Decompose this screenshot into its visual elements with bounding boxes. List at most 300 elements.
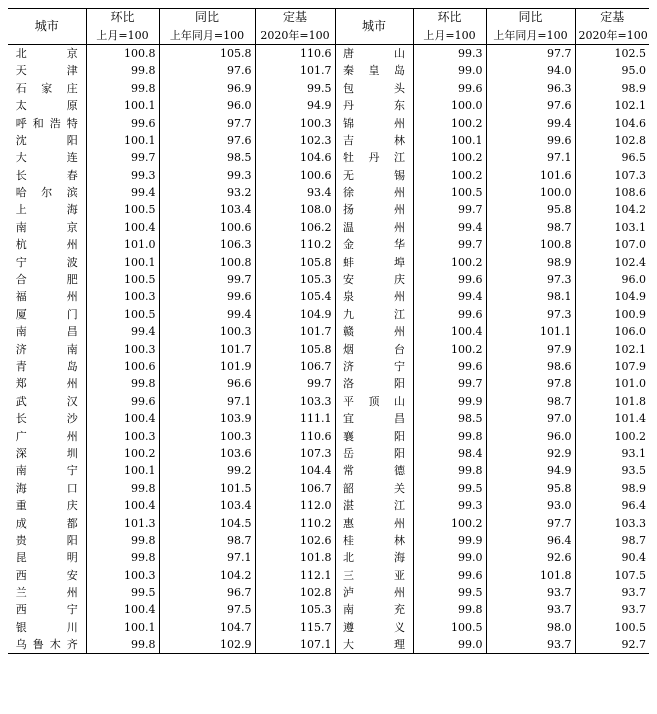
base-value-left: 111.1 — [255, 410, 335, 427]
mom-value-right: 99.8 — [413, 462, 486, 479]
yoy-value-right: 93.7 — [486, 584, 575, 601]
yoy-value-left: 97.6 — [159, 132, 255, 149]
city-name-right-text: 金华 — [343, 238, 405, 252]
base-value-right: 101.4 — [575, 410, 649, 427]
city-name-left-text: 银川 — [15, 620, 78, 634]
base-value-left: 106.7 — [255, 358, 335, 375]
mom-value-right: 99.0 — [413, 62, 486, 79]
mom-value-left: 100.5 — [86, 306, 159, 323]
city-name-right — [335, 480, 413, 497]
city-name-left-text: 大连 — [15, 151, 78, 165]
base-value-right: 90.4 — [575, 549, 649, 566]
yoy-value-right: 97.8 — [486, 375, 575, 392]
yoy-subheader-right: 上年同月=100 — [486, 26, 575, 44]
base-value-left: 104.4 — [255, 462, 335, 479]
base-value-left: 105.3 — [255, 601, 335, 618]
base-value-right: 93.5 — [575, 462, 649, 479]
base-value-left: 93.4 — [255, 184, 335, 201]
yoy-value-left: 97.7 — [159, 114, 255, 131]
city-name-left — [8, 80, 86, 97]
base-value-left: 108.0 — [255, 201, 335, 218]
city-name-right-text: 牡丹江 — [343, 151, 405, 165]
city-name-left — [8, 549, 86, 566]
yoy-subheader-left: 上年同月=100 — [159, 26, 255, 44]
yoy-value-left: 99.6 — [159, 288, 255, 305]
mom-value-left: 99.8 — [86, 80, 159, 97]
city-name-right-text: 吉林 — [343, 133, 405, 147]
yoy-value-right: 97.9 — [486, 340, 575, 357]
yoy-value-left: 102.9 — [159, 636, 255, 654]
yoy-value-right: 92.9 — [486, 445, 575, 462]
table-body — [8, 44, 649, 654]
mom-value-left: 99.4 — [86, 323, 159, 340]
yoy-value-left: 100.3 — [159, 323, 255, 340]
table-row — [8, 306, 649, 323]
city-name-left — [8, 288, 86, 305]
base-value-left: 107.3 — [255, 445, 335, 462]
city-name-left-text: 沈阳 — [15, 133, 78, 147]
city-name-right — [335, 410, 413, 427]
mom-value-right: 100.2 — [413, 514, 486, 531]
yoy-value-left: 99.3 — [159, 167, 255, 184]
mom-value-right: 99.8 — [413, 601, 486, 618]
city-name-right-text: 常德 — [343, 464, 405, 478]
yoy-value-left: 99.4 — [159, 306, 255, 323]
table-row — [8, 445, 649, 462]
base-value-left: 101.7 — [255, 323, 335, 340]
city-name-left — [8, 427, 86, 444]
city-name-left-text: 呼和浩特 — [15, 116, 78, 130]
base-value-right: 107.0 — [575, 236, 649, 253]
table-row — [8, 80, 649, 97]
yoy-value-right: 100.0 — [486, 184, 575, 201]
mom-value-left: 101.3 — [86, 514, 159, 531]
yoy-value-right: 97.1 — [486, 149, 575, 166]
yoy-value-right: 97.7 — [486, 44, 575, 62]
yoy-value-left: 104.5 — [159, 514, 255, 531]
yoy-value-right: 93.0 — [486, 497, 575, 514]
table-row — [8, 236, 649, 253]
city-name-right-text: 襄阳 — [343, 429, 405, 443]
mom-value-right: 98.4 — [413, 445, 486, 462]
city-name-right — [335, 375, 413, 392]
city-name-right — [335, 80, 413, 97]
table-row — [8, 393, 649, 410]
mom-value-right: 99.6 — [413, 271, 486, 288]
yoy-value-right: 95.8 — [486, 201, 575, 218]
city-name-right — [335, 532, 413, 549]
yoy-value-right: 98.1 — [486, 288, 575, 305]
yoy-value-left: 96.7 — [159, 584, 255, 601]
yoy-value-right: 99.6 — [486, 132, 575, 149]
mom-value-right: 100.4 — [413, 323, 486, 340]
yoy-value-right: 94.0 — [486, 62, 575, 79]
base-value-right: 100.2 — [575, 427, 649, 444]
city-name-left-text: 乌鲁木齐 — [15, 638, 78, 652]
city-name-right-text: 锦州 — [343, 116, 405, 130]
mom-value-left: 99.6 — [86, 114, 159, 131]
city-name-right-text: 北海 — [343, 551, 405, 565]
mom-value-left: 100.2 — [86, 445, 159, 462]
city-name-right — [335, 288, 413, 305]
base-value-right: 107.3 — [575, 167, 649, 184]
city-name-right — [335, 445, 413, 462]
city-name-right-text: 洛阳 — [343, 377, 405, 391]
city-name-left — [8, 480, 86, 497]
mom-value-right: 100.2 — [413, 149, 486, 166]
base-value-right: 100.5 — [575, 619, 649, 636]
city-name-right-text: 岳阳 — [343, 446, 405, 460]
city-name-right — [335, 358, 413, 375]
city-name-right-text: 南充 — [343, 603, 405, 617]
base-value-left: 106.2 — [255, 219, 335, 236]
yoy-value-left: 106.3 — [159, 236, 255, 253]
base-value-left: 102.8 — [255, 584, 335, 601]
city-name-left-text: 武汉 — [15, 394, 78, 408]
city-name-left-text: 南昌 — [15, 325, 78, 339]
city-name-right — [335, 323, 413, 340]
mom-value-left: 99.8 — [86, 636, 159, 654]
mom-value-left: 100.3 — [86, 340, 159, 357]
base-value-left: 110.6 — [255, 44, 335, 62]
city-name-right — [335, 97, 413, 114]
table-row — [8, 271, 649, 288]
city-name-left-text: 昆明 — [15, 551, 78, 565]
base-value-left: 100.6 — [255, 167, 335, 184]
mom-value-left: 99.3 — [86, 167, 159, 184]
mom-value-right: 99.0 — [413, 549, 486, 566]
base-value-right: 98.9 — [575, 80, 649, 97]
city-name-right — [335, 114, 413, 131]
yoy-value-right: 97.7 — [486, 514, 575, 531]
city-name-left — [8, 497, 86, 514]
base-header-left: 定基 — [255, 9, 335, 27]
base-value-left: 105.3 — [255, 271, 335, 288]
city-name-left-text: 海口 — [15, 481, 78, 495]
city-name-right — [335, 253, 413, 270]
table-row — [8, 619, 649, 636]
base-value-right: 107.5 — [575, 567, 649, 584]
yoy-value-right: 101.8 — [486, 567, 575, 584]
city-name-right — [335, 167, 413, 184]
base-value-left: 112.0 — [255, 497, 335, 514]
yoy-value-right: 95.8 — [486, 480, 575, 497]
city-name-right-text: 无锡 — [343, 168, 405, 182]
base-value-right: 101.0 — [575, 375, 649, 392]
mom-value-left: 100.6 — [86, 358, 159, 375]
header-row-sub — [8, 26, 649, 44]
mom-value-left: 100.1 — [86, 97, 159, 114]
city-name-right-text: 蚌埠 — [343, 255, 405, 269]
city-name-right — [335, 514, 413, 531]
base-value-right: 95.0 — [575, 62, 649, 79]
city-name-right — [335, 549, 413, 566]
city-name-left-text: 宁波 — [15, 255, 78, 269]
mom-value-right: 99.9 — [413, 532, 486, 549]
yoy-value-left: 103.4 — [159, 497, 255, 514]
mom-value-right: 99.5 — [413, 584, 486, 601]
mom-value-left: 100.3 — [86, 567, 159, 584]
city-name-right-text: 大理 — [343, 638, 405, 652]
base-value-right: 103.1 — [575, 219, 649, 236]
mom-value-right: 99.3 — [413, 497, 486, 514]
city-name-left-text: 哈尔滨 — [15, 186, 78, 200]
base-header-right: 定基 — [575, 9, 649, 27]
city-header-left: 城市 — [8, 9, 86, 45]
table-row — [8, 514, 649, 531]
yoy-value-left: 99.7 — [159, 271, 255, 288]
city-name-left — [8, 584, 86, 601]
mom-value-right: 98.5 — [413, 410, 486, 427]
yoy-value-right: 101.1 — [486, 323, 575, 340]
table-row — [8, 358, 649, 375]
city-name-left — [8, 219, 86, 236]
city-name-right-text: 徐州 — [343, 186, 405, 200]
city-name-right — [335, 636, 413, 654]
mom-value-left: 100.3 — [86, 288, 159, 305]
base-value-left: 100.3 — [255, 114, 335, 131]
base-value-right: 93.7 — [575, 584, 649, 601]
mom-value-right: 100.1 — [413, 132, 486, 149]
city-name-left — [8, 253, 86, 270]
mom-value-right: 100.0 — [413, 97, 486, 114]
mom-value-left: 99.8 — [86, 62, 159, 79]
city-name-right-text: 桂林 — [343, 533, 405, 547]
mom-value-left: 99.7 — [86, 149, 159, 166]
table-row — [8, 323, 649, 340]
city-name-right-text: 泸州 — [343, 586, 405, 600]
city-name-left — [8, 601, 86, 618]
yoy-value-right: 97.3 — [486, 271, 575, 288]
city-name-right-text: 秦皇岛 — [343, 64, 405, 78]
mom-value-left: 100.1 — [86, 619, 159, 636]
city-name-left — [8, 462, 86, 479]
table-row — [8, 132, 649, 149]
yoy-value-left: 97.6 — [159, 62, 255, 79]
mom-value-left: 100.4 — [86, 601, 159, 618]
yoy-value-left: 100.3 — [159, 427, 255, 444]
mom-value-left: 101.0 — [86, 236, 159, 253]
yoy-value-left: 97.1 — [159, 549, 255, 566]
base-value-right: 104.6 — [575, 114, 649, 131]
city-name-left-text: 太原 — [15, 99, 78, 113]
city-name-left — [8, 532, 86, 549]
city-name-left — [8, 306, 86, 323]
yoy-value-left: 104.7 — [159, 619, 255, 636]
yoy-value-right: 94.9 — [486, 462, 575, 479]
city-name-right — [335, 340, 413, 357]
city-name-left — [8, 167, 86, 184]
base-value-left: 105.8 — [255, 340, 335, 357]
mom-value-right: 99.0 — [413, 636, 486, 654]
table-row — [8, 462, 649, 479]
base-value-right: 102.4 — [575, 253, 649, 270]
yoy-value-left: 96.0 — [159, 97, 255, 114]
mom-value-right: 99.6 — [413, 80, 486, 97]
city-name-left — [8, 132, 86, 149]
city-name-right — [335, 201, 413, 218]
mom-value-right: 99.4 — [413, 288, 486, 305]
table-row — [8, 532, 649, 549]
mom-value-left: 99.8 — [86, 549, 159, 566]
base-value-right: 106.0 — [575, 323, 649, 340]
city-name-left — [8, 44, 86, 62]
city-name-right-text: 平顶山 — [343, 394, 405, 408]
city-name-left — [8, 375, 86, 392]
mom-value-right: 100.2 — [413, 167, 486, 184]
table-row — [8, 288, 649, 305]
table-row — [8, 149, 649, 166]
table-row — [8, 201, 649, 218]
mom-value-right: 99.6 — [413, 567, 486, 584]
mom-value-right: 99.7 — [413, 201, 486, 218]
mom-value-right: 99.3 — [413, 44, 486, 62]
table-row — [8, 375, 649, 392]
city-name-left — [8, 445, 86, 462]
table-row — [8, 253, 649, 270]
mom-value-left: 100.4 — [86, 410, 159, 427]
yoy-value-left: 103.6 — [159, 445, 255, 462]
table-row — [8, 584, 649, 601]
city-name-left-text: 杭州 — [15, 238, 78, 252]
yoy-value-left: 103.9 — [159, 410, 255, 427]
city-name-left-text: 广州 — [15, 429, 78, 443]
city-name-right — [335, 184, 413, 201]
city-name-right — [335, 427, 413, 444]
city-name-left — [8, 636, 86, 654]
table-row — [8, 480, 649, 497]
city-name-right — [335, 601, 413, 618]
city-name-left-text: 青岛 — [15, 360, 78, 373]
city-name-left — [8, 201, 86, 218]
mom-value-left: 99.8 — [86, 375, 159, 392]
yoy-value-right: 97.6 — [486, 97, 575, 114]
base-value-left: 110.6 — [255, 427, 335, 444]
city-name-left — [8, 62, 86, 79]
base-value-right: 98.7 — [575, 532, 649, 549]
base-value-left: 102.6 — [255, 532, 335, 549]
city-name-right-text: 泉州 — [343, 290, 405, 304]
header-row-top — [8, 9, 649, 27]
table-row — [8, 410, 649, 427]
base-value-right: 103.3 — [575, 514, 649, 531]
base-value-right: 104.2 — [575, 201, 649, 218]
mom-value-left: 100.1 — [86, 253, 159, 270]
city-name-right-text: 丹东 — [343, 99, 405, 113]
mom-value-left: 99.6 — [86, 393, 159, 410]
table-row — [8, 167, 649, 184]
table-row — [8, 427, 649, 444]
mom-value-right: 100.2 — [413, 253, 486, 270]
city-name-left-text: 长沙 — [15, 412, 78, 426]
yoy-value-right: 97.3 — [486, 306, 575, 323]
table-row — [8, 114, 649, 131]
mom-value-right: 99.5 — [413, 480, 486, 497]
base-value-left: 99.5 — [255, 80, 335, 97]
yoy-value-left: 93.2 — [159, 184, 255, 201]
yoy-value-right: 98.0 — [486, 619, 575, 636]
city-name-left — [8, 184, 86, 201]
mom-header-right: 环比 — [413, 9, 486, 27]
yoy-value-left: 101.5 — [159, 480, 255, 497]
base-value-left: 110.2 — [255, 236, 335, 253]
city-name-right — [335, 619, 413, 636]
yoy-value-right: 99.4 — [486, 114, 575, 131]
yoy-value-right: 98.7 — [486, 219, 575, 236]
city-name-left-text: 长春 — [15, 168, 78, 182]
table-row — [8, 340, 649, 357]
base-value-left: 104.6 — [255, 149, 335, 166]
table-row — [8, 62, 649, 79]
base-value-right: 96.5 — [575, 149, 649, 166]
yoy-value-left: 100.6 — [159, 219, 255, 236]
yoy-value-left: 99.2 — [159, 462, 255, 479]
city-name-left — [8, 393, 86, 410]
mom-subheader-right: 上月=100 — [413, 26, 486, 44]
city-name-left-text: 南京 — [15, 220, 78, 234]
table-row — [8, 567, 649, 584]
city-name-left — [8, 236, 86, 253]
yoy-value-right: 93.7 — [486, 601, 575, 618]
city-name-left — [8, 619, 86, 636]
yoy-value-left: 104.2 — [159, 567, 255, 584]
mom-value-right: 99.6 — [413, 358, 486, 375]
city-name-left-text: 西安 — [15, 568, 78, 582]
table-row — [8, 97, 649, 114]
base-value-right: 100.9 — [575, 306, 649, 323]
yoy-value-right: 92.6 — [486, 549, 575, 566]
table-row — [8, 44, 649, 62]
city-name-right-text: 遵义 — [343, 620, 405, 634]
base-value-right: 104.9 — [575, 288, 649, 305]
mom-value-left: 100.4 — [86, 497, 159, 514]
yoy-value-right: 101.6 — [486, 167, 575, 184]
city-name-left — [8, 410, 86, 427]
mom-value-right: 100.5 — [413, 619, 486, 636]
city-name-right — [335, 44, 413, 62]
city-name-left-text: 成都 — [15, 516, 78, 530]
city-name-left-text: 福州 — [15, 290, 78, 304]
base-value-left: 105.8 — [255, 253, 335, 270]
city-name-right-text: 九江 — [343, 307, 405, 321]
base-value-left: 101.8 — [255, 549, 335, 566]
base-value-left: 105.4 — [255, 288, 335, 305]
city-name-left — [8, 271, 86, 288]
base-value-right: 98.9 — [575, 480, 649, 497]
city-name-left-text: 石家庄 — [15, 81, 78, 95]
table-row — [8, 184, 649, 201]
table-row — [8, 497, 649, 514]
base-value-left: 107.1 — [255, 636, 335, 654]
yoy-value-right: 96.0 — [486, 427, 575, 444]
city-name-right — [335, 62, 413, 79]
city-name-right-text: 湛江 — [343, 499, 405, 513]
yoy-value-left: 100.8 — [159, 253, 255, 270]
table-row — [8, 601, 649, 618]
city-name-left-text: 贵阳 — [15, 533, 78, 547]
yoy-value-right: 98.6 — [486, 358, 575, 375]
city-name-right — [335, 567, 413, 584]
city-name-right — [335, 271, 413, 288]
city-name-left-text: 西宁 — [15, 603, 78, 617]
city-name-left-text: 厦门 — [15, 307, 78, 321]
yoy-value-left: 98.7 — [159, 532, 255, 549]
base-value-right: 96.0 — [575, 271, 649, 288]
mom-subheader-left: 上月=100 — [86, 26, 159, 44]
yoy-header-right: 同比 — [486, 9, 575, 27]
city-name-right-text: 三亚 — [343, 568, 405, 582]
base-value-left: 101.7 — [255, 62, 335, 79]
